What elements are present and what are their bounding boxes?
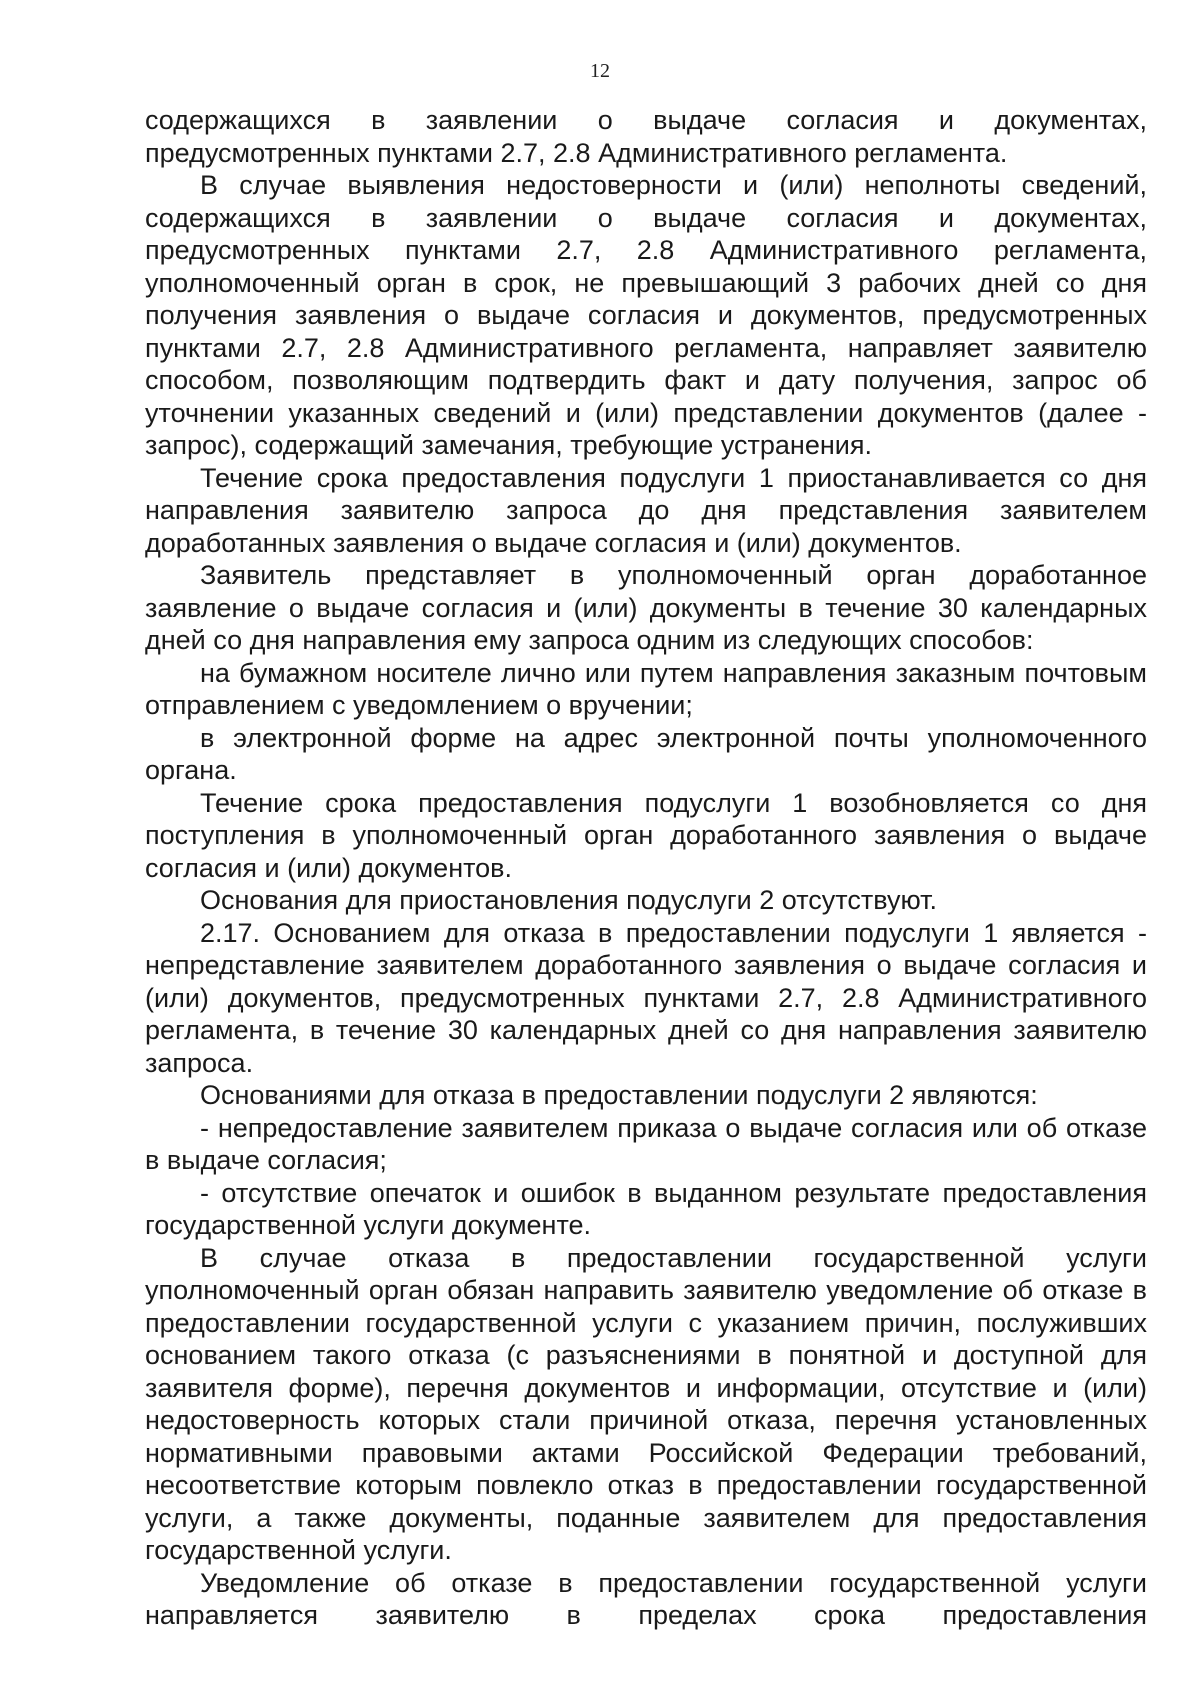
paragraph: Основаниями для отказа в предоставлении подуслуги 2 являются: xyxy=(200,1080,1038,1110)
paragraph: Уведомление об отказе в предоставлении государственной услуги направляется заявителю в пределах срока предоставления xyxy=(145,1567,1147,1630)
paragraph: содержащихся в заявлении о выдаче согласия и документах, предусмотренных пунктами 2.7, 2.8 Административного регламента. xyxy=(145,105,1147,168)
paragraph: В случае выявления недостоверности и (или) неполноты сведений, содержащихся в заявлении о выдаче согласия и документах, предусмотренных пунктами 2.7, 2.8 Административного регламента, уполномоченный орган в срок, не превышающий 3 рабочих дней со дня получения заявления о выдаче согласия и документов, предусмотренных пунктами 2.7, 2.8 Административного регламента, направляет заявителю способом, позволяющим подтвердить факт и дату получения, запрос об уточнении указанных сведений и (или) представлении документов (далее - запрос), содержащий замечания, требующие устранения. xyxy=(145,170,1147,460)
paragraph: Заявитель представляет в уполномоченный орган доработанное заявление о выдаче согласия и (или) документы в течение 30 календарных дней со дня направления ему запроса одним из следующих способов: xyxy=(145,560,1147,655)
paragraph: на бумажном носителе лично или путем направления заказным почтовым отправлением с уведомлением о вручении; xyxy=(145,657,1147,720)
list-item: - непредоставление заявителем приказа о выдаче согласия или об отказе в выдаче согласия; xyxy=(145,1112,1147,1175)
paragraph: Течение срока предоставления подуслуги 1 возобновляется со дня поступления в уполномоченный орган доработанного заявления о выдаче согласия и (или) документов. xyxy=(145,787,1147,883)
paragraph: В случае отказа в предоставлении государственной услуги уполномоченный орган обязан направить заявителю уведомление об отказе в предоставлении государственной услуги с указанием причин, послуживших основанием такого отказа (с разъяснениями в понятной и доступной для заявителя форме), перечня документов и информации, отсутствие и (или) недостоверность которых стали причиной отказа, перечня установленных нормативными правовыми актами Российской Федерации требований, несоответствие которым повлекло отказ в предоставлении государственной услуги, а также документы, поданные заявителем для предоставления государственной услуги. xyxy=(145,1242,1147,1565)
paragraph: Течение срока предоставления подуслуги 1 приостанавливается со дня направления заявителю запроса до дня представления заявителем доработанных заявления о выдаче согласия и (или) документов. xyxy=(145,462,1147,558)
list-item: - отсутствие опечаток и ошибок в выданном результате предоставления государственной услуги документе. xyxy=(145,1177,1147,1240)
paragraph: 2.17. Основанием для отказа в предоставлении подуслуги 1 является - непредставление заявителем доработанного заявления о выдаче согласия и (или) документов, предусмотренных пунктами 2.7, 2.8 Административного регламента, в течение 30 календарных дней со дня направления заявителю запроса. xyxy=(145,917,1147,1078)
page-number: 12 xyxy=(590,60,610,82)
paragraph: Основания для приостановления подуслуги 2 отсутствуют. xyxy=(200,885,937,915)
document-body xyxy=(145,104,1147,1632)
paragraph: в электронной форме на адрес электронной почты уполномоченного органа. xyxy=(145,722,1147,785)
